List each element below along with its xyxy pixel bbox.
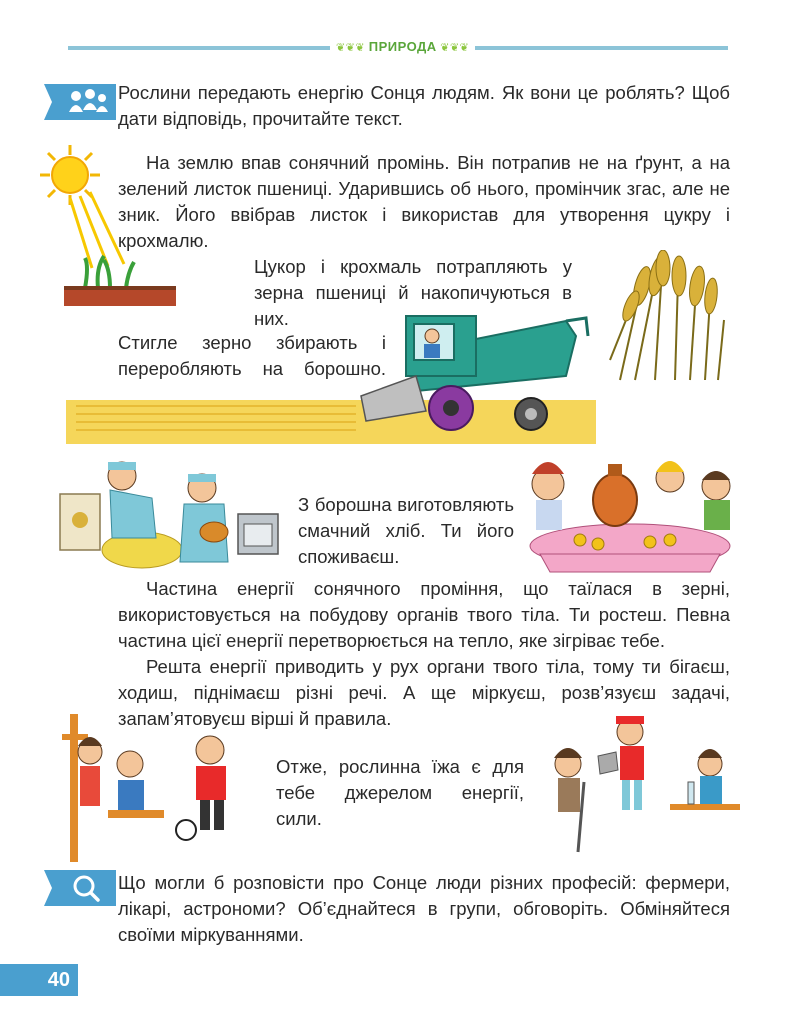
story-paragraph-5: Частина енергії сонячного проміння, що таїлася в зерні, використовується на побудову органів твого тіла. Ти ростеш. Певна частина цієї енергії перетворюється на тепло, яке зігріває тебе. (118, 578, 730, 651)
story-paragraph-2: Цукор і крохмаль потрапляють у зерна пшениці й накопичуються в них. (254, 256, 572, 329)
section-title: ❦❦❦ ПРИРОДА ❦❦❦ (330, 38, 475, 57)
bakers-illustration (52, 458, 282, 578)
magnifier-icon (44, 870, 116, 906)
children-activity-illustration (60, 714, 260, 864)
combine-harvester-illustration (66, 296, 606, 451)
story-paragraph-3: Стигле зерно збирають і переробляють на борошно. (118, 332, 386, 379)
story-paragraph-7: Отже, рослинна їжа є для тебе джерелом енергії, сили. (276, 756, 524, 829)
section-label: ПРИРОДА (368, 39, 437, 54)
intro-text: Рослини передають енергію Сонця людям. Як вони це роблять? Щоб дати відповідь, прочитайте текст. (118, 82, 730, 129)
task-text: Що могли б розповісти про Сонце люди різних професій: фермери, лікарі, астрономи? Об’єднайтеся в групи, обговоріть. Обміняйтеся своїми міркуваннями. (118, 872, 730, 945)
story-paragraph-4: З борошна виготовляють смачний хліб. Ти його споживаєш. (298, 494, 514, 567)
wheat-illustration (600, 250, 730, 382)
tea-party-illustration (520, 444, 740, 574)
children-working-illustration (538, 712, 748, 862)
page-number: 40 (0, 964, 78, 996)
story-paragraph-1: На землю впав сонячний промінь. Він потрапив не на ґрунт, а на зелений листок пшениці. Ударившись об нього, промінчик згас, але не зник. Його ввібрав листок і використав для утворення цукру і крохмалю. (118, 152, 730, 251)
story-paragraph-6: Решта енергії приводить у рух органи твого тіла, тому ти бігаєш, ходиш, піднімаєш різні речі. А ще міркуєш, розв’язуєш задачі, запам’ятовуєш вірші й правила. (118, 656, 730, 729)
group-discussion-icon (44, 84, 116, 120)
